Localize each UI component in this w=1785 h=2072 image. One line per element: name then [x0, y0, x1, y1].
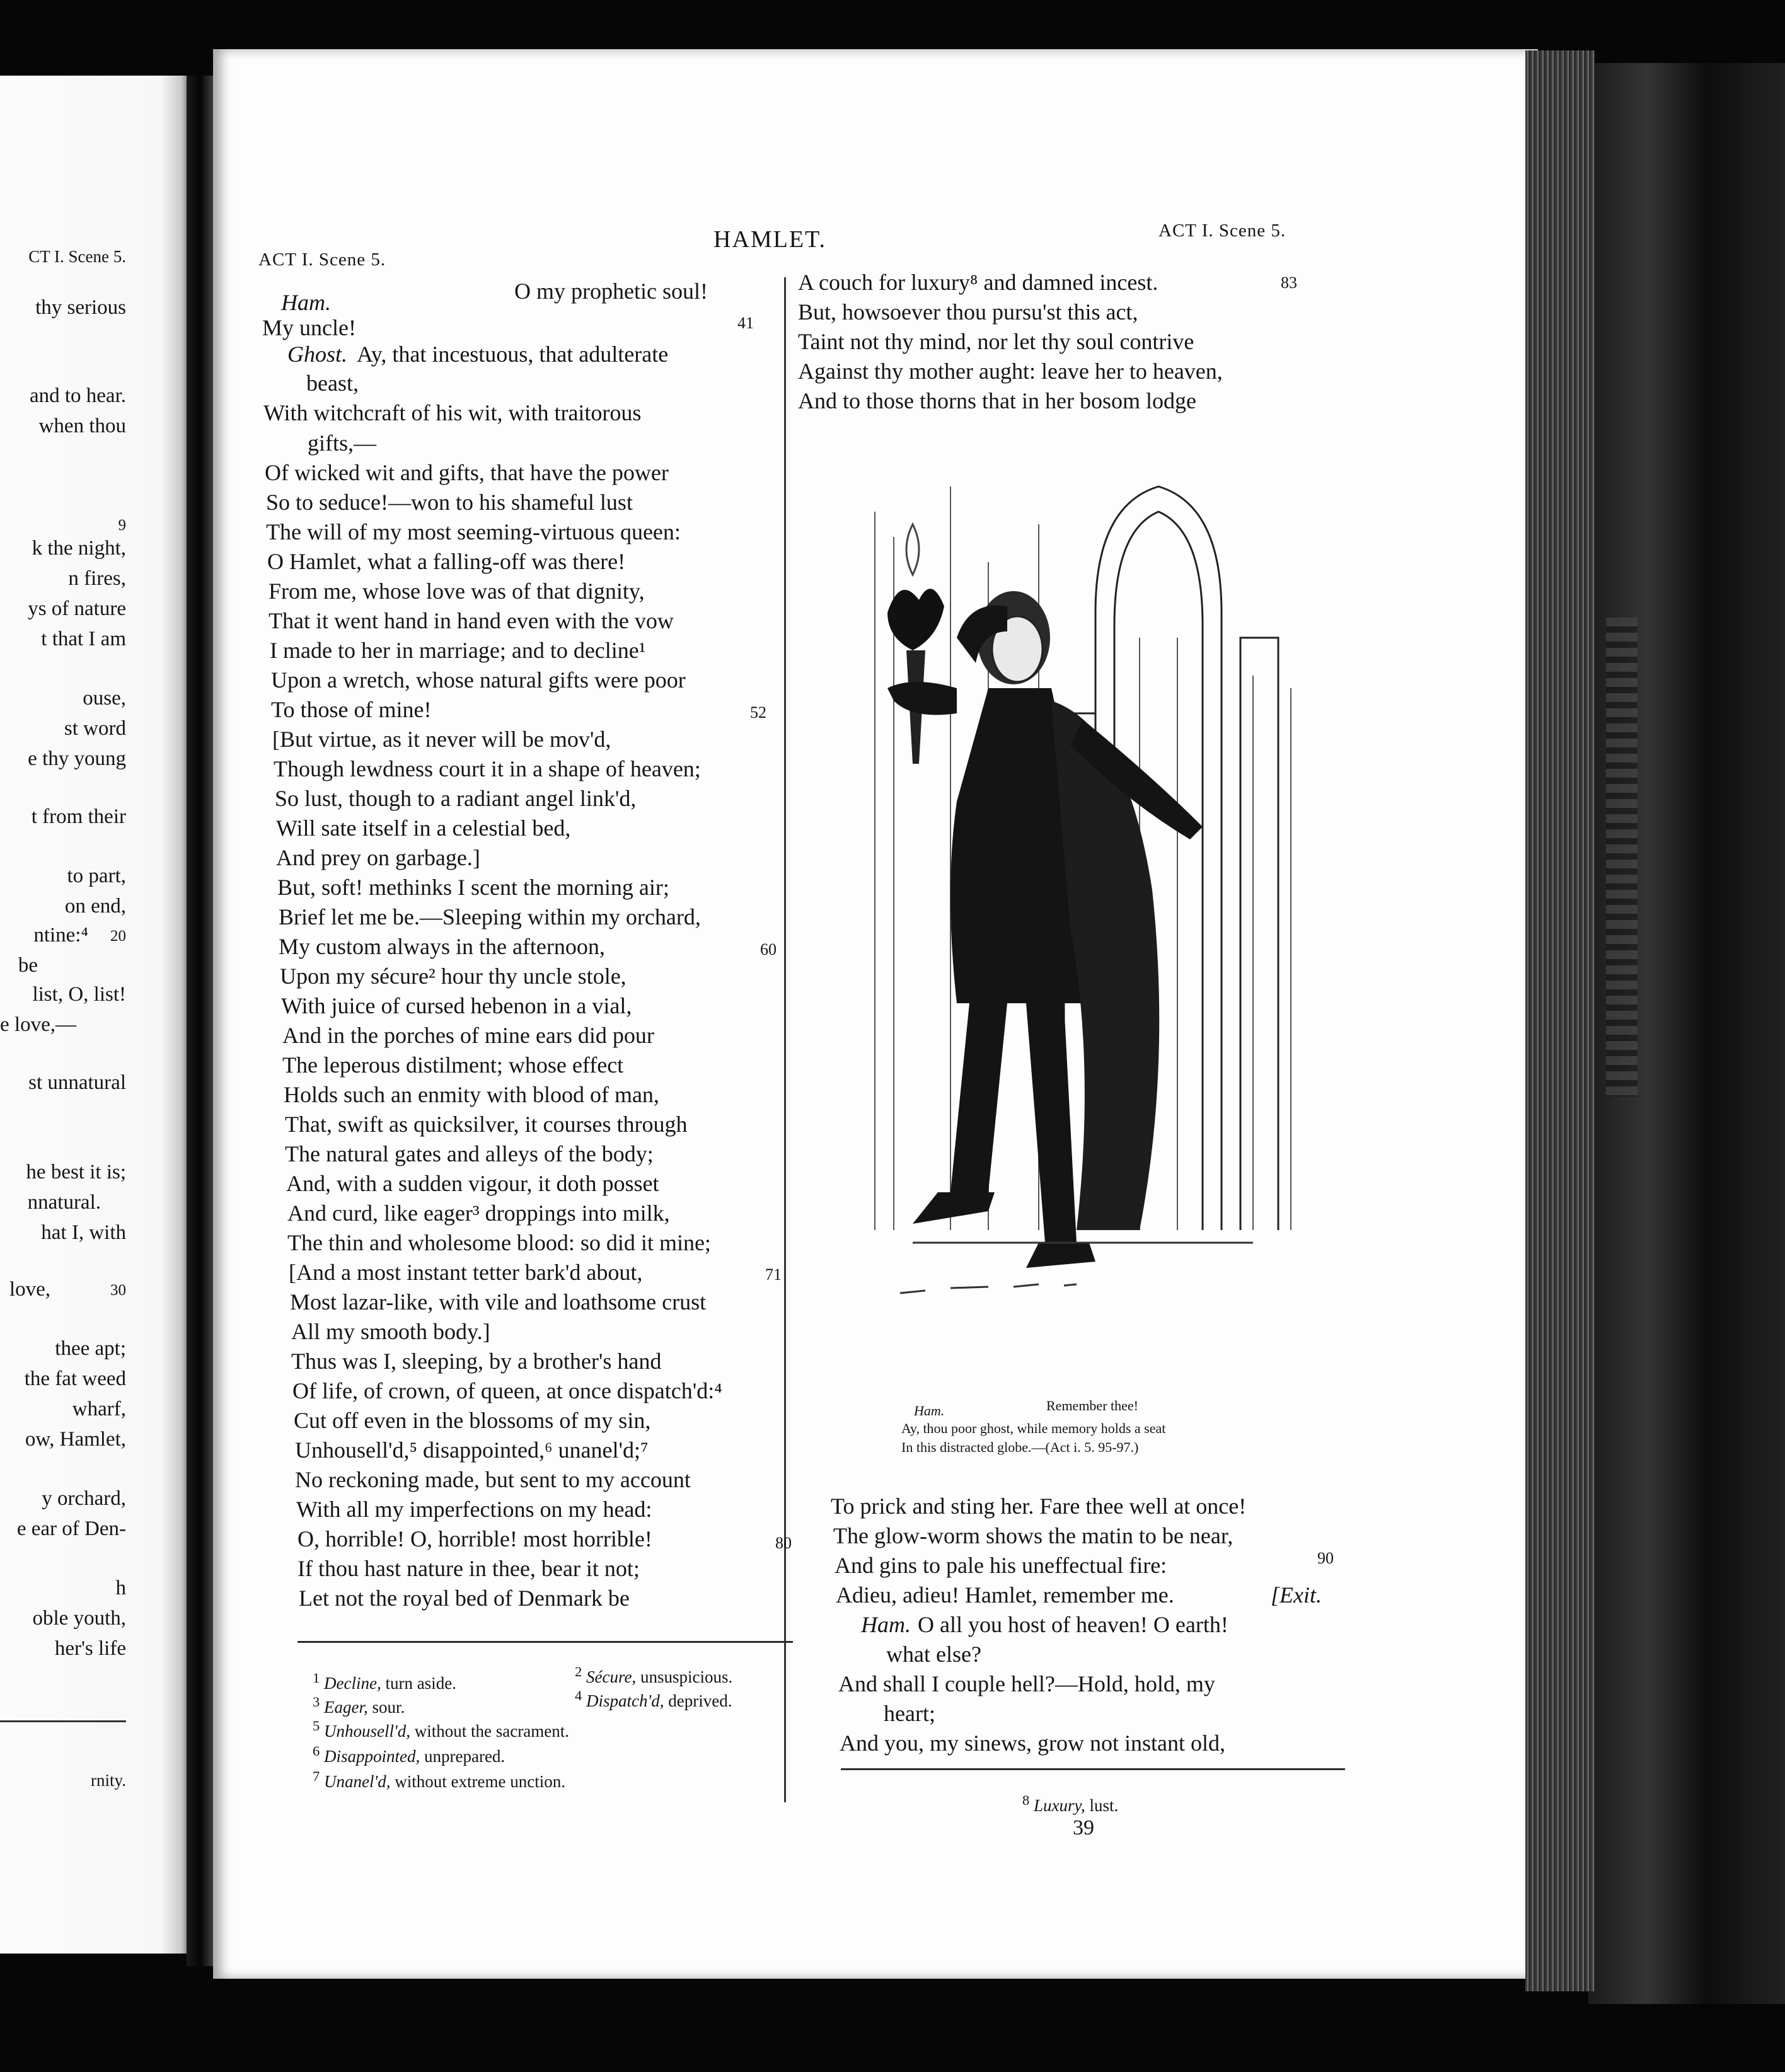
line-number: 41 [737, 314, 754, 332]
footnote-gloss: without extreme unction. [395, 1772, 565, 1791]
verse-line: The will of my most seeming-virtuous queen: [266, 519, 681, 544]
left-page-line: e thy young [28, 747, 126, 770]
left-page-line: the fat weed [24, 1367, 126, 1390]
verse-line: From me, whose love was of that dignity, [269, 578, 645, 604]
left-page-line: st unnatural [28, 1071, 126, 1094]
verse-line: If thou hast nature in thee, bear it not; [298, 1556, 640, 1581]
left-page-line: wharf, [72, 1398, 126, 1420]
left-page-line: be [18, 954, 38, 977]
verse-line: But, howsoever thou pursu'st this act, [798, 299, 1138, 325]
footnote-gloss: lust. [1089, 1796, 1119, 1815]
left-page-line: k the night, [32, 537, 126, 560]
spine-lettering [1606, 618, 1638, 1096]
left-page-line: hat I, with [41, 1221, 126, 1244]
left-page-line: her's life [54, 1637, 126, 1660]
left-page-line: oble youth, [32, 1607, 126, 1630]
column-divider [784, 277, 786, 1802]
verse-line: Brief let me be.—Sleeping within my orchard, [279, 904, 701, 930]
footnote-rule [841, 1768, 1345, 1770]
left-page-header: CT I. Scene 5. [28, 247, 126, 266]
verse-line: And, with a sudden vigour, it doth posset [286, 1171, 659, 1196]
verse-line: Though lewdness court it in a shape of heaven; [274, 756, 701, 781]
verse-line: Upon my sécure² hour thy uncle stole, [280, 964, 627, 989]
verse-line: With all my imperfections on my head: [296, 1497, 652, 1522]
verse-line: That it went hand in hand even with the vow [269, 608, 674, 633]
footnote [313, 1743, 505, 1766]
footnote-gloss: unsuspicious. [640, 1667, 733, 1686]
verse-line: what else? [886, 1642, 981, 1667]
verse-line: Thus was I, sleeping, by a brother's hand [291, 1349, 662, 1374]
speaker-label: Ham. [281, 290, 331, 315]
verse-line: Most lazar-like, with vile and loathsome crust [290, 1289, 707, 1315]
caption-line: Remember thee! [1046, 1398, 1138, 1413]
verse-line: O Hamlet, what a falling-off was there! [267, 549, 626, 574]
verse-line: A couch for luxury⁸ and damned incest. [798, 270, 1158, 295]
verse-line: I made to her in marriage; and to decline¹ [270, 638, 646, 663]
verse-line: Of wicked wit and gifts, that have the power [265, 460, 669, 485]
footnote-term: Unanel'd, [324, 1772, 391, 1791]
footnote-gloss: unprepared. [424, 1747, 505, 1766]
left-page-footnote-rule [0, 1720, 126, 1722]
footnote-number: 5 [313, 1718, 320, 1734]
left-page-line: e love,— [0, 1013, 76, 1036]
footnote [575, 1664, 732, 1687]
left-page-line: and to hear. [29, 384, 126, 407]
footnote [1022, 1792, 1118, 1816]
footnote-number: 1 [313, 1670, 320, 1686]
verse-line: Against thy mother aught: leave her to heaven, [798, 359, 1223, 384]
verse-line: [But virtue, as it never will be mov'd, [272, 727, 611, 752]
footnote-term: Unhousell'd, [324, 1722, 411, 1741]
running-head-left: ACT I. Scene 5. [258, 250, 386, 270]
verse-line: The glow-worm shows the matin to be near, [833, 1523, 1233, 1548]
left-page-line: to part, [67, 865, 126, 887]
left-page-line: on end, [64, 895, 126, 918]
verse-line: To those of mine! [271, 697, 432, 722]
verse-line: Will sate itself in a celestial bed, [276, 815, 571, 841]
footnote-number: 7 [313, 1768, 320, 1784]
left-page-line: list, O, list! [32, 983, 126, 1006]
running-head-right: ACT I. Scene 5. [1158, 221, 1286, 241]
footnote-term: Sécure, [586, 1667, 637, 1686]
verse-line: With witchcraft of his wit, with traitorous [263, 400, 642, 425]
line-number: 80 [775, 1534, 792, 1552]
footnote-term: Disappointed, [324, 1747, 420, 1766]
verse-line: All my smooth body.] [291, 1319, 490, 1344]
footnote [313, 1670, 456, 1693]
line-number: 90 [1317, 1549, 1334, 1567]
verse-line: Upon a wretch, whose natural gifts were poor [271, 667, 686, 693]
left-page-line: love, [9, 1278, 50, 1301]
line-number: 71 [765, 1265, 782, 1284]
page-fore-edge [1525, 50, 1595, 1991]
verse-line: My uncle! [262, 315, 356, 340]
footnote-number: 8 [1022, 1792, 1030, 1808]
footnote [313, 1694, 405, 1717]
right-page [213, 49, 1538, 1979]
left-page-footnote: rnity. [91, 1771, 126, 1790]
footnote [313, 1718, 569, 1741]
caption-speaker: Ham. [914, 1403, 945, 1419]
verse-line: Holds such an enmity with blood of man, [284, 1082, 659, 1107]
footnote-number: 4 [575, 1688, 582, 1703]
left-page-line: thee apt; [55, 1337, 126, 1360]
engraving-illustration [799, 449, 1316, 1356]
verse-line: And curd, like eager³ droppings into milk, [287, 1200, 670, 1226]
verse-line: So to seduce!—won to his shameful lust [266, 490, 633, 515]
verse-line: Adieu, adieu! Hamlet, remember me. [836, 1582, 1174, 1608]
verse-line: heart; [884, 1701, 935, 1726]
speaker-label: Ghost. [287, 342, 348, 367]
footnote-rule [298, 1641, 793, 1643]
left-page-line: ouse, [83, 687, 126, 710]
verse-line: beast, [306, 371, 359, 396]
verse-line: The natural gates and alleys of the body; [285, 1141, 654, 1166]
footnote-number: 2 [575, 1664, 582, 1679]
book-gutter [187, 76, 214, 1966]
verse-line: But, soft! methinks I scent the morning air; [277, 875, 669, 900]
left-page-line: e ear of Den- [16, 1517, 126, 1540]
verse-line: To prick and sting her. Fare thee well at once! [831, 1494, 1247, 1519]
footnote-gloss: sour. [372, 1698, 405, 1717]
left-page-line: ys of nature [28, 597, 126, 620]
verse-line: No reckoning made, but sent to my account [295, 1467, 691, 1492]
footnote [575, 1688, 732, 1711]
verse-line: Unhousell'd,⁵ disappointed,⁶ unanel'd;⁷ [295, 1437, 649, 1463]
left-page-line: ntine:⁴ [33, 924, 88, 947]
verse-line: Let not the royal bed of Denmark be [299, 1586, 630, 1611]
left-page-line: y orchard, [42, 1487, 126, 1510]
verse-line: And shall I couple hell?—Hold, hold, my [838, 1671, 1215, 1696]
left-facing-page [0, 76, 189, 1954]
verse-line: Taint not thy mind, nor let thy soul contrive [798, 329, 1194, 354]
verse-line: And to those thorns that in her bosom lodge [798, 388, 1196, 413]
footnote-term: Decline, [324, 1674, 381, 1693]
verse-line: So lust, though to a radiant angel link'd, [275, 786, 637, 811]
caption-line: In this distracted globe.—(Act i. 5. 95-97.) [901, 1439, 1139, 1455]
verse-line: And in the porches of mine ears did pour [282, 1023, 654, 1048]
left-page-line: thy serious [35, 296, 126, 319]
left-page-line: when thou [38, 415, 126, 437]
page-number: 39 [1073, 1816, 1094, 1839]
verse-line: My custom always in the afternoon, [279, 934, 605, 959]
caption-line: Ay, thou poor ghost, while memory holds a seat [901, 1420, 1166, 1436]
speaker-label: Ham. [861, 1612, 911, 1637]
line-number: 52 [750, 703, 766, 722]
footnote-gloss: turn aside. [385, 1674, 456, 1693]
left-page-line: t from their [31, 805, 126, 828]
verse-line: gifts,— [308, 430, 377, 456]
left-page-line: nnatural. [27, 1191, 101, 1214]
verse-line: And prey on garbage.] [276, 845, 480, 870]
left-page-line-number: 30 [110, 1282, 126, 1299]
left-page-line: n fires, [68, 567, 126, 590]
verse-line: With juice of cursed hebenon in a vial, [281, 993, 632, 1018]
left-page-line-number: 20 [110, 928, 126, 945]
left-page-line: st word [64, 717, 126, 740]
left-page-line-number: 9 [118, 517, 126, 534]
left-page-line: h [115, 1577, 126, 1599]
footnote-term: Luxury, [1034, 1796, 1085, 1815]
left-page-line: ow, Hamlet, [25, 1428, 126, 1451]
verse-line: O my prophetic soul! [514, 279, 708, 304]
verse-line: And you, my sinews, grow not instant old, [840, 1730, 1225, 1756]
footnote-number: 6 [313, 1743, 320, 1759]
verse-line: Of life, of crown, of queen, at once dispatch'd:⁴ [292, 1378, 722, 1403]
footnote-number: 3 [313, 1694, 320, 1710]
footnote-gloss: deprived. [668, 1691, 732, 1710]
stage-direction: [Exit. [1271, 1582, 1322, 1608]
line-number: 83 [1281, 273, 1297, 292]
verse-line: Cut off even in the blossoms of my sin, [294, 1408, 651, 1433]
verse-line: That, swift as quicksilver, it courses through [285, 1112, 688, 1137]
verse-line: [And a most instant tetter bark'd about, [289, 1260, 643, 1285]
left-page-line: t that I am [41, 628, 126, 650]
page-title: HAMLET. [713, 226, 826, 253]
verse-line: The thin and wholesome blood: so did it mine; [287, 1230, 711, 1255]
left-page-line: he best it is; [26, 1161, 126, 1183]
footnote [313, 1768, 565, 1792]
verse-line: O all you host of heaven! O earth! [918, 1612, 1228, 1637]
verse-line: And gins to pale his uneffectual fire: [835, 1553, 1167, 1578]
verse-line: Ay, that incestuous, that adulterate [357, 342, 669, 367]
line-number: 60 [760, 940, 777, 958]
footnote-gloss: without the sacrament. [414, 1722, 569, 1741]
verse-line: The leperous distilment; whose effect [282, 1052, 624, 1078]
footnote-term: Eager, [324, 1698, 368, 1717]
verse-line: O, horrible! O, horrible! most horrible! [298, 1526, 652, 1551]
footnote-term: Dispatch'd, [586, 1691, 664, 1710]
